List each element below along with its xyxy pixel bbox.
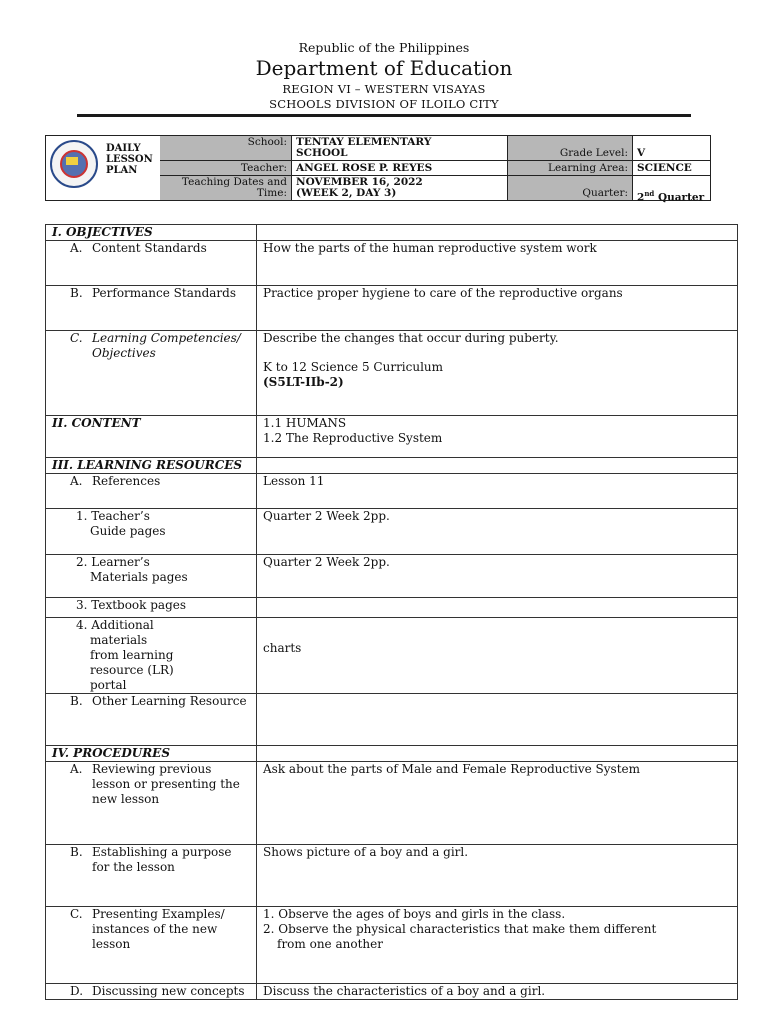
learning-area-value: SCIENCE: [632, 160, 710, 175]
department-title: Department of Education: [255, 56, 513, 80]
table-row: [46, 984, 738, 1000]
procedures-heading: IV. PROCEDURES: [46, 746, 257, 762]
references-label: A. References: [46, 474, 257, 509]
objectives-heading: I. OBJECTIVES: [46, 225, 257, 241]
header-divider: [77, 114, 691, 117]
table-row: [46, 286, 738, 331]
learning-competencies-label: C. Learning Competencies/ Objectives: [46, 331, 257, 416]
lesson-plan-table: [45, 224, 738, 1000]
other-learning-resource-label: B. Other Learning Resource: [46, 694, 257, 746]
table-row: [46, 241, 738, 286]
table-row: [46, 694, 738, 746]
table-row: [46, 474, 738, 509]
republic-header: Republic of the Philippines: [298, 40, 470, 55]
content-standards-label: A. Content Standards: [46, 241, 257, 286]
grade-level-value: V: [632, 136, 710, 160]
table-row: [46, 598, 738, 618]
procedure-d-value: Discuss the characteristics of a boy and a girl.: [257, 984, 738, 1000]
learning-area-label: Learning Area:: [507, 160, 632, 175]
table-row: [46, 762, 738, 845]
procedure-a-label: A. Reviewing previous lesson or presenting the new lesson: [46, 762, 257, 845]
teaching-dates-value: NOVEMBER 16, 2022 (WEEK 2, DAY 3): [291, 175, 507, 200]
division-line: SCHOOLS DIVISION OF ILOILO CITY: [269, 97, 499, 111]
table-row: [46, 555, 738, 598]
teachers-guide-value: Quarter 2 Week 2pp.: [257, 509, 738, 555]
teacher-value: ANGEL ROSE P. REYES: [291, 160, 507, 175]
procedures-heading-row: [46, 746, 738, 762]
resources-heading-row: [46, 458, 738, 474]
table-row: [46, 845, 738, 907]
additional-materials-label: 4. Additional materials from learning resource (LR) portal: [46, 618, 257, 694]
procedure-a-value: Ask about the parts of Male and Female Reproductive System: [257, 762, 738, 845]
additional-materials-value: charts: [257, 618, 738, 694]
learning-competencies-value: Describe the changes that occur during puberty. K to 12 Science 5 Curriculum (S5LT-IIb-2): [257, 331, 738, 416]
quarter-value: 2nd Quarter: [632, 175, 710, 200]
table-row: [46, 907, 738, 984]
region-line: REGION VI – WESTERN VISAYAS: [282, 82, 486, 96]
procedure-b-value: Shows picture of a boy and a girl.: [257, 845, 738, 907]
performance-standards-value: Practice proper hygiene to care of the reproductive organs: [257, 286, 738, 331]
objectives-heading-row: [46, 225, 738, 241]
quarter-label: Quarter:: [507, 175, 632, 200]
textbook-pages-label: 3. Textbook pages: [46, 598, 257, 618]
teaching-dates-label: Teaching Dates and Time:: [160, 175, 291, 200]
procedure-b-label: B. Establishing a purpose for the lesson: [46, 845, 257, 907]
content-heading: II. CONTENT: [46, 416, 257, 458]
learning-resources-heading: III. LEARNING RESOURCES: [46, 458, 257, 474]
table-row: [46, 618, 738, 694]
content-row: [46, 416, 738, 458]
content-standards-value: How the parts of the human reproductive system work: [257, 241, 738, 286]
teacher-label: Teacher:: [160, 160, 291, 175]
references-value: Lesson 11: [257, 474, 738, 509]
learners-materials-value: Quarter 2 Week 2pp.: [257, 555, 738, 598]
performance-standards-label: B. Performance Standards: [46, 286, 257, 331]
table-row: [46, 331, 738, 416]
table-row: [46, 509, 738, 555]
learners-materials-label: 2. Learner’s Materials pages: [46, 555, 257, 598]
school-label: School:: [160, 136, 291, 160]
daily-lesson-plan-label: DAILY LESSON PLAN: [106, 143, 153, 176]
deped-seal-logo: [50, 140, 98, 188]
school-value: TENTAY ELEMENTARY SCHOOL: [291, 136, 507, 160]
procedure-c-value: 1. Observe the ages of boys and girls in the class. 2. Observe the physical characteristics that make them different from one another: [257, 907, 738, 984]
lesson-info-table: [45, 135, 711, 204]
procedure-d-label: D. Discussing new concepts: [46, 984, 257, 1000]
content-value: 1.1 HUMANS 1.2 The Reproductive System: [257, 416, 738, 458]
teachers-guide-label: 1. Teacher’s Guide pages: [46, 509, 257, 555]
procedure-c-label: C. Presenting Examples/ instances of the new lesson: [46, 907, 257, 984]
grade-level-label: Grade Level:: [507, 136, 632, 160]
